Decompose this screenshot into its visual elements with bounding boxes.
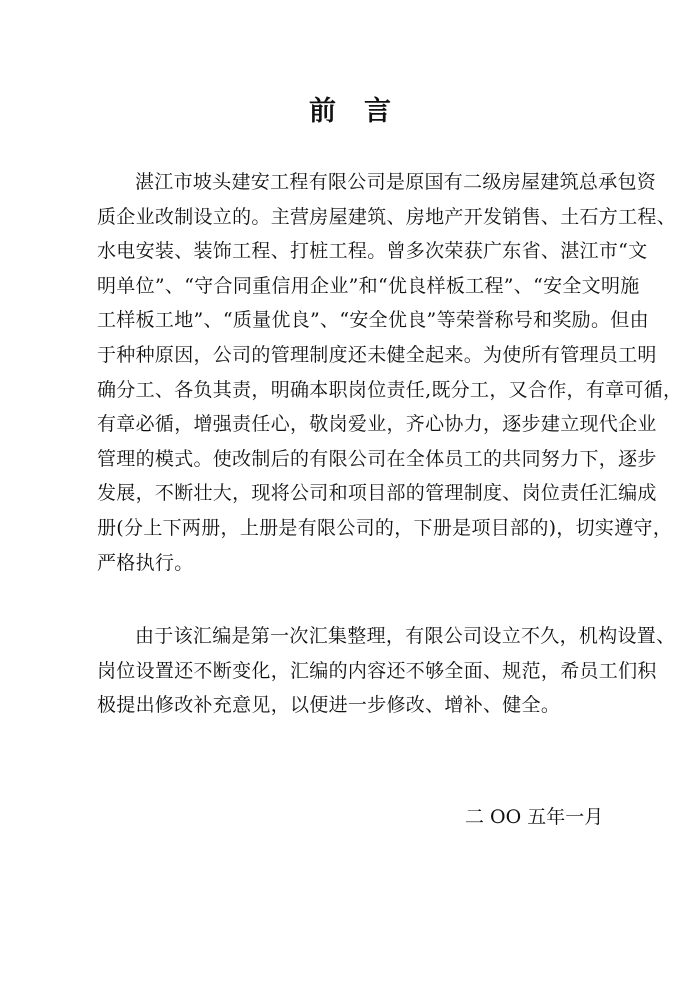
paragraph-line: 岗位设置还不断变化，汇编的内容还不够全面、规范，希员工们积 <box>97 659 657 682</box>
paragraph-1 <box>97 165 683 580</box>
page-title: 前言 <box>309 96 419 127</box>
paragraph-line: 湛江市坡头建安工程有限公司是原国有二级房屋建筑总承包资 <box>135 171 657 193</box>
paragraph-line: 严格执行。 <box>97 551 194 574</box>
paragraph-line: 册(分上下两册，上册是有限公司的，下册是项目部的)，切实遵守， <box>97 516 673 539</box>
paragraph-line: 明单位”、“守合同重信用企业”和“优良样板工程”、“安全文明施 <box>97 274 640 297</box>
paragraph-line: 质企业改制设立的。主营房屋建筑、房地产开发销售、土石方工程、 <box>97 205 677 228</box>
paragraph-line: 极提出修改补充意见，以便进一步修改、增补、健全。 <box>97 694 561 717</box>
paragraph-line: 于种种原因，公司的管理制度还未健全起来。为使所有管理员工明 <box>97 343 657 366</box>
paragraph-line: 水电安装、装饰工程、打桩工程。曾多次荣获广东省、湛江市“文 <box>97 240 648 263</box>
paragraph-line: 发展，不断壮大，现将公司和项目部的管理制度、岗位责任汇编成 <box>97 482 657 505</box>
paragraph-line: 由于该汇编是第一次汇集整理，有限公司设立不久，机构设置、 <box>135 625 676 647</box>
paragraph-line: 确分工、各负其责，明确本职岗位责任,既分工，又合作，有章可循， <box>97 378 683 401</box>
paragraph-2 <box>97 619 676 723</box>
paragraph-line: 工样板工地”、“质量优良”、“安全优良”等荣誉称号和奖励。但由 <box>97 309 649 332</box>
document-date: 二 OO 五年一月 <box>465 806 604 828</box>
paragraph-line: 有章必循，增强责任心，敬岗爱业，齐心协力，逐步建立现代企业 <box>97 413 657 436</box>
paragraph-line: 管理的模式。使改制后的有限公司在全体员工的共同努力下，逐步 <box>97 447 657 470</box>
